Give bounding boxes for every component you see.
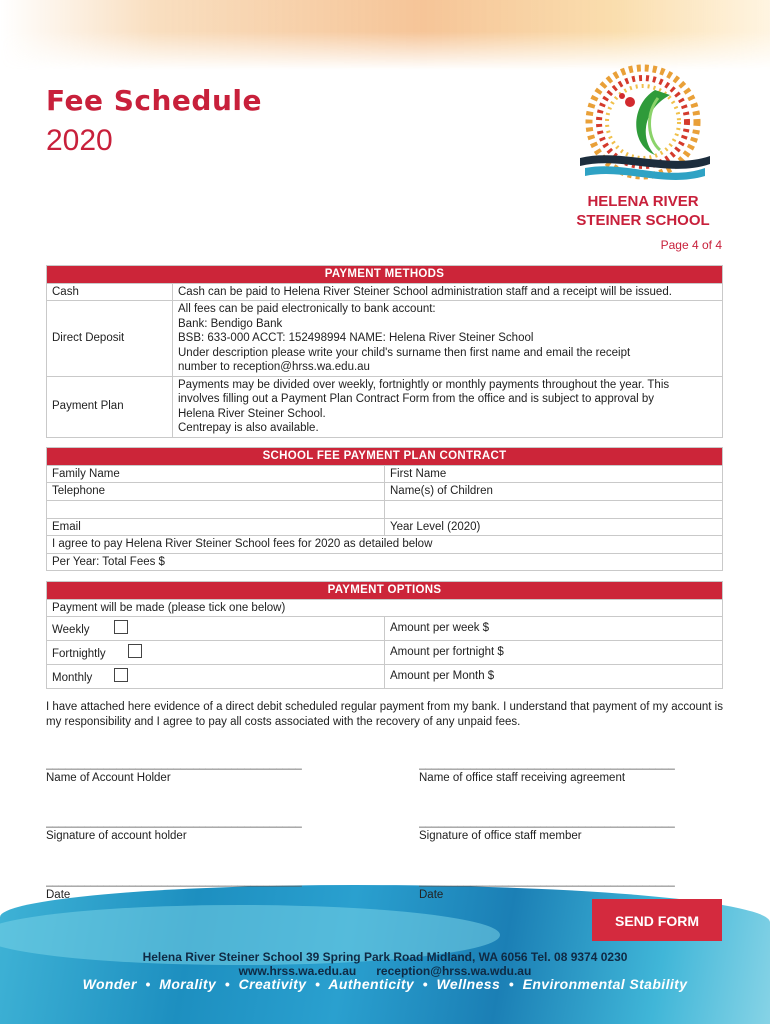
option-weekly: Weekly (47, 617, 385, 641)
weekly-checkbox[interactable] (114, 620, 128, 634)
account-holder-name[interactable]: ________________________________________ Name of Account Holder (46, 758, 302, 784)
payment-methods-heading: PAYMENT METHODS (47, 266, 723, 284)
first-name-field[interactable]: First Name (385, 465, 723, 483)
method-label: Payment Plan (47, 376, 173, 437)
fortnightly-amount-field[interactable]: Amount per fortnight $ (385, 641, 723, 665)
blank-field[interactable] (385, 500, 723, 518)
method-label: Direct Deposit (47, 301, 173, 377)
payment-options-table (46, 581, 723, 689)
year-level-field[interactable]: Year Level (2020) (385, 518, 723, 536)
payment-contract-table (46, 447, 723, 571)
send-form-button[interactable]: SEND FORM (592, 899, 722, 941)
option-fortnightly: Fortnightly (47, 641, 385, 665)
children-field[interactable]: Name(s) of Children (385, 483, 723, 501)
page-title: Fee Schedule (46, 84, 262, 117)
option-monthly: Monthly (47, 665, 385, 689)
footer-address: Helena River Steiner School 39 Spring Park Road Midland, WA 6056 Tel. 08 9374 0230 (142, 950, 628, 964)
school-logo (560, 60, 726, 190)
monthly-amount-field[interactable]: Amount per Month $ (385, 665, 723, 689)
weekly-amount-field[interactable]: Amount per week $ (385, 617, 723, 641)
date-field-2[interactable]: ________________________________________ Date (419, 875, 675, 901)
telephone-field[interactable]: Telephone (47, 483, 385, 501)
page-number: Page 4 of 4 (660, 238, 722, 252)
family-name-field[interactable]: Family Name (47, 465, 385, 483)
footer-contact (0, 950, 770, 978)
office-staff-signature[interactable]: ________________________________________ Signature of office staff member (419, 816, 675, 842)
payment-methods-table (46, 265, 723, 438)
method-label: Cash (47, 283, 173, 301)
monthly-checkbox[interactable] (114, 668, 128, 682)
method-description: Cash can be paid to Helena River Steiner School administration staff and a receipt will be issued. (173, 283, 723, 301)
agreement-text: I agree to pay Helena River Steiner School fees for 2020 as detailed below (47, 536, 723, 554)
attestation-text: I have attached here evidence of a direct debit scheduled regular payment from my bank. I understand that payment of my account is my responsibility and I agree to pay all costs associated with the recovery of any unpaid fees. (46, 701, 723, 728)
account-holder-signature[interactable]: ________________________________________ Signature of account holder (46, 816, 302, 842)
table-row (47, 301, 723, 377)
table-row (47, 283, 723, 301)
school-values: Wonder • Morality • Creativity • Authenticity • Wellness • Environmental Stability (82, 976, 688, 992)
school-name: HELENA RIVER STEINER SCHOOL (576, 193, 710, 229)
date-field-1[interactable]: ________________________________________ Date (46, 875, 302, 901)
contract-heading: SCHOOL FEE PAYMENT PLAN CONTRACT (47, 448, 723, 466)
total-fees-field[interactable]: Per Year: Total Fees $ (47, 553, 723, 571)
payment-options-heading: PAYMENT OPTIONS (47, 582, 723, 600)
blank-field[interactable] (47, 500, 385, 518)
payment-instruction: Payment will be made (please tick one below) (47, 599, 723, 617)
footer-web: www.hrss.wa.edu.au reception@hrss.wa.wdu.au (238, 964, 532, 978)
table-row (47, 376, 723, 437)
method-description: Payments may be divided over weekly, fortnightly or monthly payments throughout the year. This involves filling out a Payment Plan Contract Form from the office and is subject to approval by Helena River Steiner School. Centrepay is also available. (173, 376, 723, 437)
method-description: All fees can be paid electronically to bank account: Bank: Bendigo Bank BSB: 633-000 ACCT: 152498994 NAME: Helena River Steiner School Under description please write your child's surname then first name and email the receipt number to reception@hrss.wa.edu.au (173, 301, 723, 377)
fortnightly-checkbox[interactable] (128, 644, 142, 658)
email-field[interactable]: Email (47, 518, 385, 536)
office-staff-name[interactable]: ________________________________________ Name of office staff receiving agreement (419, 758, 675, 784)
page-year: 2020 (46, 124, 113, 157)
